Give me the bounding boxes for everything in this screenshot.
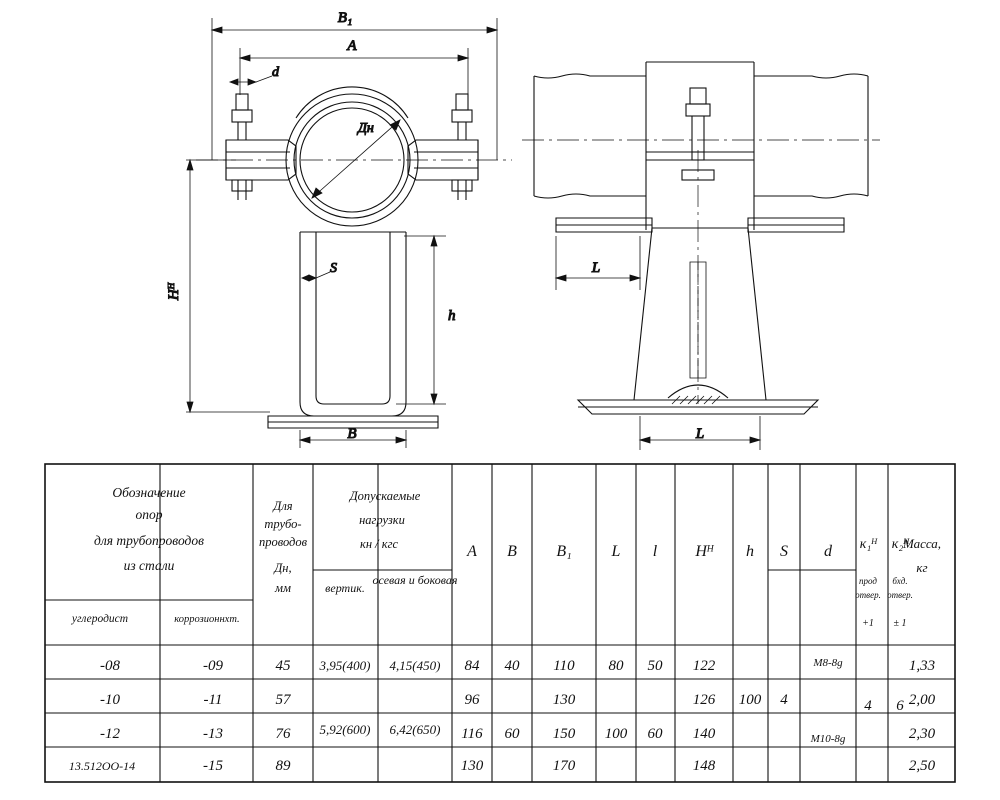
- svg-text:3,95(400): 3,95(400): [319, 658, 371, 673]
- svg-text:40: 40: [504, 658, 520, 674]
- svg-text:2,00: 2,00: [908, 692, 936, 708]
- svg-text:130: 130: [460, 758, 484, 774]
- svg-text:2,30: 2,30: [908, 726, 936, 742]
- svg-text:80: 80: [608, 658, 624, 674]
- svg-text:кн / кгс: кн / кгс: [359, 537, 399, 551]
- svg-text:S: S: [780, 543, 788, 560]
- svg-text:нагрузки: нагрузки: [359, 513, 405, 527]
- svg-text:50: 50: [647, 658, 663, 674]
- svg-text:84: 84: [464, 658, 480, 674]
- dim-label-B1: B₁: [337, 10, 353, 26]
- svg-text:L: L: [611, 543, 621, 560]
- svg-text:-13: -13: [203, 726, 223, 742]
- dim-label-Dn: Дн: [358, 121, 374, 136]
- svg-text:B: B: [507, 543, 517, 560]
- svg-text:4,15(450): 4,15(450): [389, 658, 441, 673]
- svg-text:150: 150: [552, 726, 576, 742]
- svg-text:d: d: [824, 543, 832, 560]
- svg-text:140: 140: [692, 726, 716, 742]
- svg-text:M10-8g: M10-8g: [810, 733, 846, 745]
- svg-text:4: 4: [780, 692, 788, 708]
- svg-text:A: A: [467, 543, 477, 560]
- svg-text:170: 170: [552, 758, 576, 774]
- svg-text:110: 110: [553, 658, 575, 674]
- svg-text:6,42(650): 6,42(650): [389, 722, 441, 737]
- dim-label-L: L: [695, 426, 705, 442]
- svg-text:60: 60: [647, 726, 663, 742]
- svg-text:к₁ᴴ: к₁ᴴ: [859, 537, 877, 552]
- svg-text:5,92(600): 5,92(600): [319, 722, 371, 737]
- svg-text:Масса,: Масса,: [902, 536, 942, 551]
- svg-text:прод: прод: [859, 576, 877, 586]
- svg-text:B₁: B₁: [556, 543, 572, 560]
- svg-text:60: 60: [504, 726, 520, 742]
- svg-text:6: 6: [896, 698, 904, 714]
- dim-label-B: B: [347, 426, 357, 442]
- svg-text:отвер.: отвер.: [855, 590, 881, 600]
- svg-text:Для: Для: [273, 499, 293, 513]
- dim-label-A: A: [347, 38, 357, 54]
- svg-text:89: 89: [275, 758, 291, 774]
- svg-text:-12: -12: [100, 726, 120, 742]
- svg-text:к₂ᴴ: к₂ᴴ: [891, 537, 909, 552]
- svg-text:бхд.: бхд.: [892, 576, 908, 586]
- svg-text:-10: -10: [100, 692, 120, 708]
- svg-text:76: 76: [275, 726, 291, 742]
- svg-text:± 1: ± 1: [893, 618, 907, 629]
- svg-text:кг: кг: [916, 560, 928, 575]
- dim-label-H: Hᴴ: [166, 283, 182, 301]
- svg-text:2,50: 2,50: [908, 758, 936, 774]
- svg-text:трубо-: трубо-: [264, 517, 302, 531]
- svg-text:96: 96: [464, 692, 480, 708]
- svg-text:Дн,: Дн,: [274, 561, 292, 575]
- svg-text:100: 100: [738, 692, 762, 708]
- dim-label-d: d: [272, 65, 279, 80]
- svg-text:осевая и боковая: осевая и боковая: [372, 573, 458, 587]
- svg-text:1,33: 1,33: [908, 658, 936, 674]
- svg-text:13.512ОО-14: 13.512ОО-14: [68, 759, 136, 773]
- svg-text:проводов: проводов: [258, 535, 308, 549]
- svg-text:для трубопроводов: для трубопроводов: [94, 533, 204, 548]
- svg-text:Hᴴ: Hᴴ: [695, 543, 713, 560]
- svg-text:-09: -09: [203, 658, 223, 674]
- svg-text:100: 100: [604, 726, 628, 742]
- dim-label-l: L: [591, 260, 601, 276]
- dim-label-h: h: [448, 308, 456, 324]
- svg-text:-08: -08: [100, 658, 120, 674]
- svg-text:Обозначение: Обозначение: [112, 485, 186, 500]
- svg-text:отвер.: отвер.: [887, 590, 913, 600]
- svg-text:122: 122: [692, 658, 716, 674]
- svg-text:57: 57: [275, 692, 291, 708]
- svg-text:126: 126: [692, 692, 716, 708]
- svg-text:116: 116: [461, 726, 483, 742]
- svg-text:вертик.: вертик.: [325, 581, 365, 595]
- svg-text:Допускаемые: Допускаемые: [349, 489, 421, 503]
- svg-text:+1: +1: [862, 618, 874, 629]
- svg-text:опор: опор: [135, 507, 163, 522]
- svg-text:M8-8g: M8-8g: [813, 657, 843, 669]
- svg-text:4: 4: [864, 698, 872, 714]
- svg-text:мм: мм: [275, 581, 291, 595]
- svg-text:148: 148: [692, 758, 716, 774]
- svg-text:130: 130: [552, 692, 576, 708]
- svg-text:l: l: [652, 543, 658, 560]
- svg-text:из стали: из стали: [123, 558, 175, 573]
- svg-text:45: 45: [275, 658, 291, 674]
- svg-text:h: h: [746, 543, 754, 560]
- svg-text:-11: -11: [203, 692, 223, 708]
- svg-text:-15: -15: [203, 758, 223, 774]
- svg-text:коррозионнхт.: коррозионнхт.: [174, 614, 240, 625]
- dim-label-S: S: [330, 261, 337, 276]
- svg-text:углеродист: углеродист: [71, 613, 129, 625]
